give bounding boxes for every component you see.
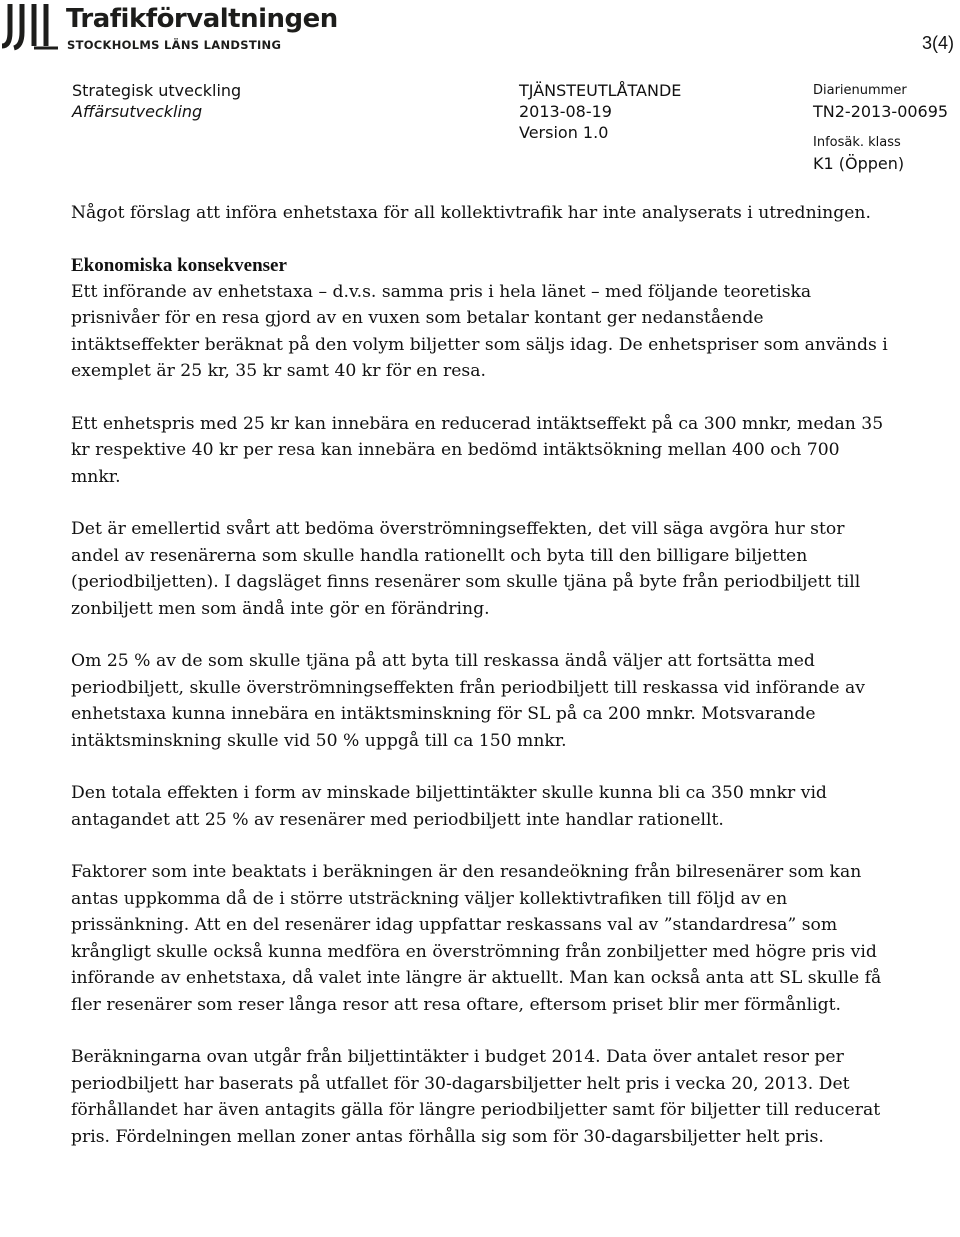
document-body — [71, 200, 891, 1176]
registry-block — [813, 80, 948, 174]
trafikforvaltningen-logo — [0, 2, 338, 52]
section-heading: Ekonomiska konsekvenser — [71, 254, 287, 276]
document-type: TJÄNSTEUTLÅTANDE — [519, 81, 682, 100]
org-name: Trafikförvaltningen — [66, 4, 338, 34]
body-paragraph: Ett införande av enhetstaxa – d.v.s. samma pris i hela länet – med följande teoretiska prisnivåer för en resa gjord av en vuxen som betalar kontant ger nedanstående intäktseffekter beräknat på den volym biljetter som säljs idag. De enhetspriser som används i exemplet är 25 kr, 35 kr samt 40 kr för en resa. — [71, 281, 888, 381]
body-paragraph: Om 25 % av de som skulle tjäna på att byta till reskassa ändå väljer att fortsätta med periodbiljett, skulle överströmningseffekten från periodbiljett till reskassa vid införande av enhetstaxa kunna innebära en intäktsminskning för SL på ca 200 mnkr. Motsvarande intäktsminskning skulle vid 50 % uppgå till ca 150 mnkr. — [71, 651, 866, 751]
intro-paragraph: Något förslag att införa enhetstaxa för all kollektivtrafik har inte analyserats i utredningen. — [71, 203, 871, 223]
unit: Affärsutveckling — [72, 102, 203, 121]
page-number: 3(4) — [921, 33, 954, 53]
document-version: Version 1.0 — [519, 123, 609, 142]
sll-emblem-icon — [0, 2, 60, 52]
department: Strategisk utveckling — [72, 81, 242, 100]
org-subtitle: STOCKHOLMS LÄNS LANDSTING — [67, 38, 282, 52]
classification-label: Infosäk. klass — [813, 135, 901, 150]
document-date: 2013-08-19 — [519, 102, 612, 121]
document-info-block — [519, 80, 681, 143]
diary-number: TN2-2013-00695 — [813, 102, 949, 121]
body-paragraph: Den totala effekten i form av minskade biljettintäkter skulle kunna bli ca 350 mnkr vid antagandet att 25 % av resenärer med periodbiljett inte handlar rationellt. — [71, 783, 827, 830]
body-paragraph: Beräkningarna ovan utgår från biljettintäkter i budget 2014. Data över antalet resor per periodbiljett har baserats på utfallet för 30-dagarsbiljetter helt pris i vecka 20, 2013. Det förhållandet har även antagits gälla för längre periodbiljetter samt för biljetter till reducerat pris. Fördelningen mellan zoner antas förhålla sig som för 30-dagarsbiljetter helt pris. — [71, 1047, 881, 1147]
diary-label: Diarienummer — [813, 83, 907, 98]
body-paragraph: Det är emellertid svårt att bedöma överströmningseffekten, det vill säga avgöra hur stor andel av resenärerna som skulle handla rationellt och byta till den billigare biljetten (periodbiljetten). I dagsläget finns resenärer som skulle tjäna på byte från periodbiljett till zonbiljett men som ändå inte gör en förändring. — [71, 519, 861, 619]
body-paragraph: Ett enhetspris med 25 kr kan innebära en reducerad intäktseffekt på ca 300 mnkr, medan 35 kr respektive 40 kr per resa kan innebära en bedömd intäktsökning mellan 400 och 700 mnkr. — [71, 413, 884, 487]
body-paragraph: Faktorer som inte beaktats i beräkningen är den resandeökning från bilresenärer som kan antas uppkomma då de i större utsträckning väljer kollektivtrafiken till följd av en prissänkning. Att en del resenärer idag uppfattar reskassans val av ”standardresa” som krångligt skulle också kunna medföra en överströmning från zonbiljetter med högre pris vid införande av enhetstaxa, då valet inte längre är aktuellt. Man kan också anta att SL skulle få fler resenärer som reser långa resor att resa oftare, eftersom priset blir mer förmånligt. — [71, 862, 882, 1015]
department-block — [72, 80, 241, 122]
classification-value: K1 (Öppen) — [813, 154, 905, 173]
